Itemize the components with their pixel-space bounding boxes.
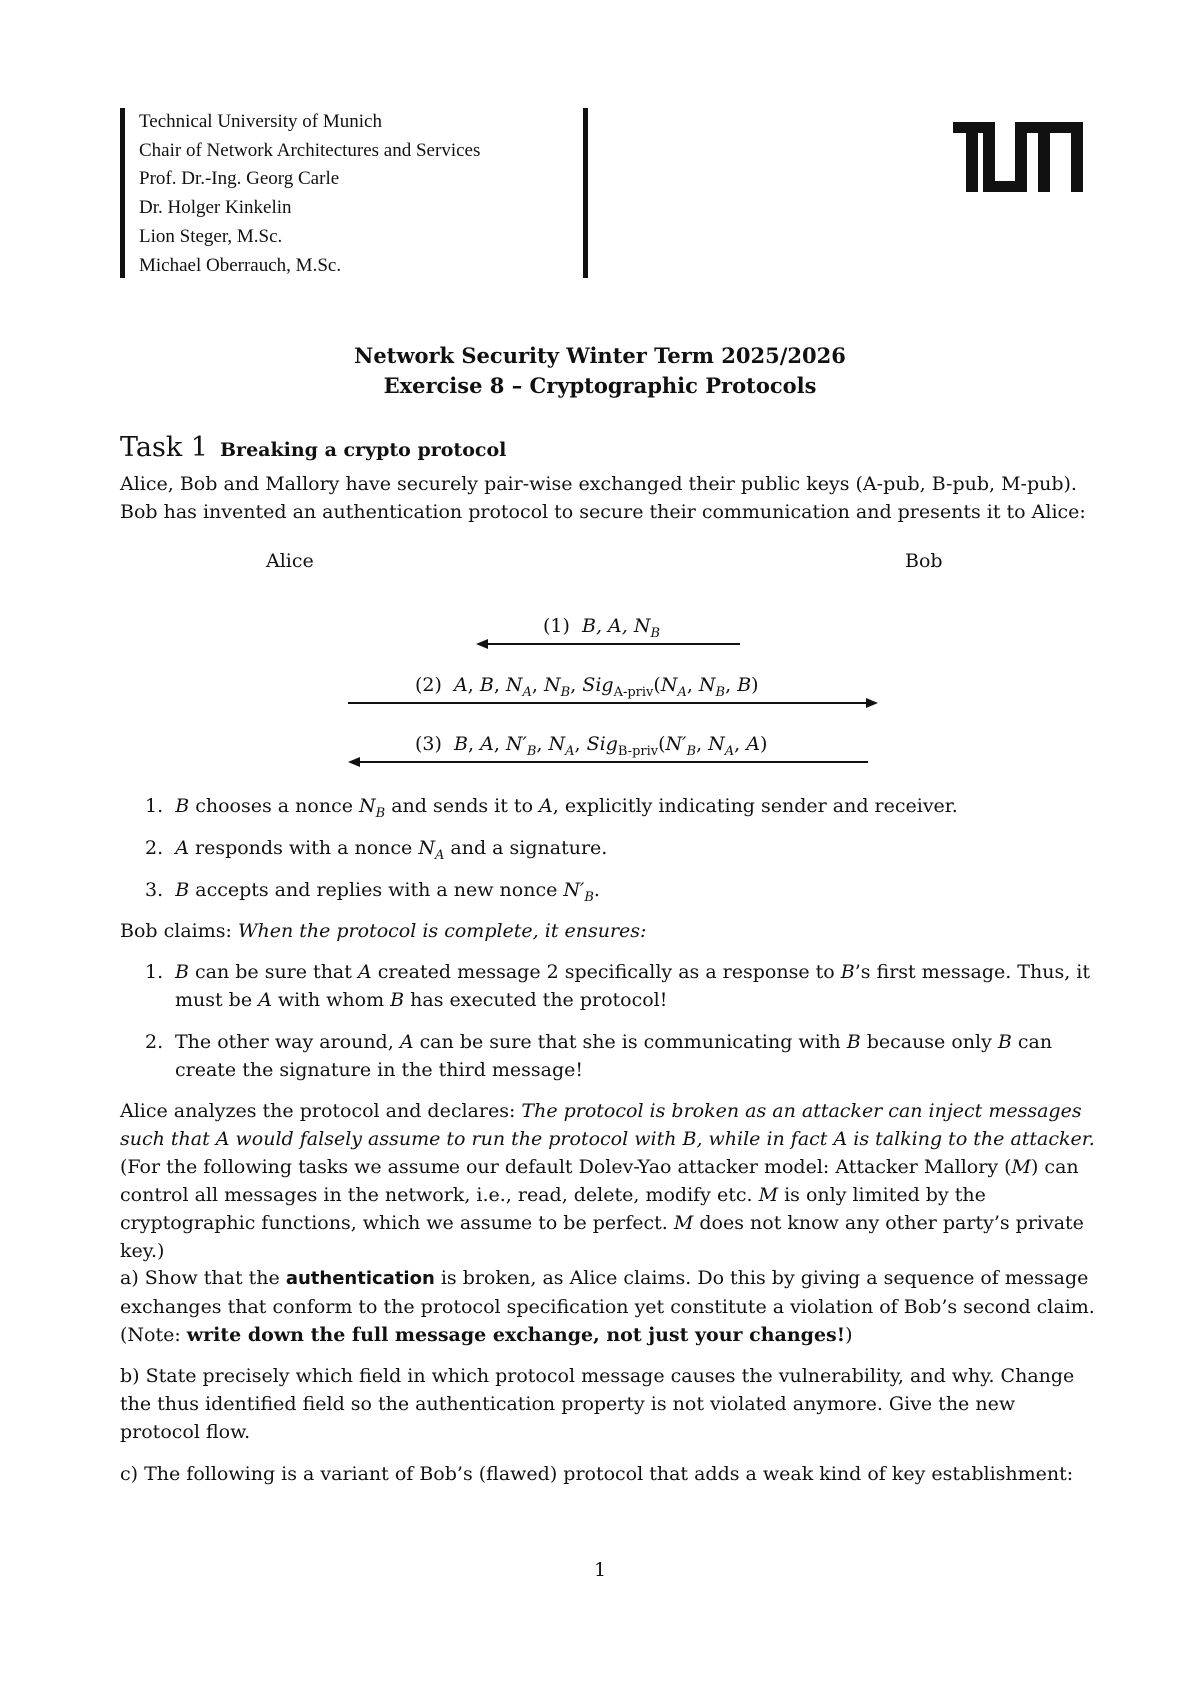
message-1-label — [543, 615, 660, 641]
arrow-left-icon — [348, 757, 360, 767]
step-1-number: 1. — [145, 795, 164, 817]
message-2-arrow — [348, 702, 868, 704]
task-label: Task 1 — [120, 432, 208, 463]
message-2-label: (2) A, B, $N_A$, $N_B$, $Sig_{A-priv}(N_A$, $N_B$, B) — [415, 674, 759, 700]
intro-paragraph: Alice, Bob and Mallory have securely pair-wise exchanged their public keys (A-pub, B-pub, M-pub). Bob has invented an authentication protocol to secure their communication and presents it to Alice: — [120, 473, 1086, 523]
question-a-note: write down the full message exchange, not just your changes! — [186, 1324, 846, 1346]
analysis-paragraph: Alice analyzes the protocol and declares: The protocol is broken as an attacker can inject messages such that A would falsely assume to run the protocol with B, while in fact A is talking to the attacker. (For the following tasks we assume our default Dolev-Yao attacker model: Attacker Mallory (M) can control all messages in the network, i.e., read, delete, modify etc. M is only limited by the cryptographic functions, which we assume to be perfect. M does not know any other party’s private key.) — [120, 1100, 1095, 1262]
claim-2-number: 2. — [145, 1031, 164, 1053]
claims-intro — [120, 917, 1090, 945]
course-title: Network Security Winter Term 2025/2026 — [354, 343, 846, 368]
question-a-label: a) — [120, 1267, 139, 1289]
arrow-left-icon — [476, 639, 488, 649]
step-3-number: 3. — [145, 879, 164, 901]
header-line-prof: Prof. Dr.-Ing. Georg Carle — [139, 168, 340, 190]
analysis-lead: Alice analyzes the protocol and declares: — [120, 1100, 516, 1122]
message-3-num: (3) — [415, 733, 442, 755]
arrow-right-icon — [866, 698, 878, 708]
header-line-university: Technical University of Munich — [139, 111, 382, 132]
claim-2: 2. The other way around, A can be sure that she is communicating with B because only B can create the signature in the third message! — [145, 1028, 1095, 1084]
question-b — [120, 1362, 1095, 1446]
exercise-title: Exercise 8 – Cryptographic Protocols — [383, 373, 817, 398]
message-1-arrow — [487, 643, 740, 645]
analysis-quote: The protocol is broken as an attacker can inject messages such that A would falsely assume to run the protocol with B, while in fact A is talking to the attacker. — [120, 1100, 1095, 1150]
message-3-label: (3) B, A, $N'_B$, $N_A$, $Sig_{B-priv}(N'_B$, $N_A$, A) — [415, 733, 768, 759]
claims-lead: Bob claims: — [120, 920, 232, 942]
header-divider — [583, 108, 588, 278]
page-number: 1 — [593, 1559, 607, 1581]
step-3: 3. B accepts and replies with a new nonce $N'_B$. — [145, 879, 600, 905]
question-a-bold: authentication — [285, 1268, 435, 1289]
claim-1-number: 1. — [145, 961, 164, 983]
message-1-num: (1) — [543, 615, 570, 637]
header-line-steger: Lion Steger, M.Sc. — [139, 225, 283, 247]
header-line-oberrauch: Michael Oberrauch, M.Sc. — [139, 254, 342, 276]
step-2: 2. A responds with a nonce $N_A$ and a signature. — [145, 837, 608, 863]
institution-header — [120, 108, 480, 278]
message-1-content: B, A, N — [582, 615, 651, 637]
claims-lead-italic: When the protocol is complete, it ensures: — [237, 920, 647, 942]
bob-label: Bob — [905, 550, 943, 572]
question-a: a) Show that the authentication is broken, as Alice claims. Do this by giving a sequence of message exchanges that conform to the protocol specification yet constitute a violation of Bob’s second claim. (Note: write down the full message exchange, not just your changes!) — [120, 1267, 1095, 1346]
question-c-label: c) — [120, 1463, 139, 1485]
question-b-label: b) — [120, 1365, 140, 1387]
question-c — [120, 1460, 1095, 1488]
header-line-chair: Chair of Network Architectures and Services — [139, 139, 481, 161]
header-line-kinkelin: Dr. Holger Kinkelin — [139, 197, 292, 219]
step-1: 1. B chooses a nonce $N_B$ and sends it to A, explicitly indicating sender and receiver. — [145, 795, 958, 821]
tum-logo — [953, 122, 1083, 192]
task-heading — [120, 432, 506, 463]
alice-label: Alice — [266, 550, 314, 572]
task-name: Breaking a crypto protocol — [220, 439, 507, 461]
step-2-number: 2. — [145, 837, 164, 859]
message-1-sub: B — [650, 625, 661, 641]
question-b-text: State precisely which field in which protocol message causes the vulnerability, and why. Change the thus identified field so the authentication property is not violated anymore. Give the new protocol flow. — [120, 1365, 1075, 1443]
question-c-text: The following is a variant of Bob’s (flawed) protocol that adds a weak kind of key establishment: — [144, 1463, 1074, 1485]
claim-1: 1. B can be sure that A created message 2 specifically as a response to B’s first message. Thus, it must be A with whom B has executed the protocol! — [145, 958, 1095, 1014]
message-2-num: (2) — [415, 674, 442, 696]
message-3-arrow — [360, 761, 868, 763]
